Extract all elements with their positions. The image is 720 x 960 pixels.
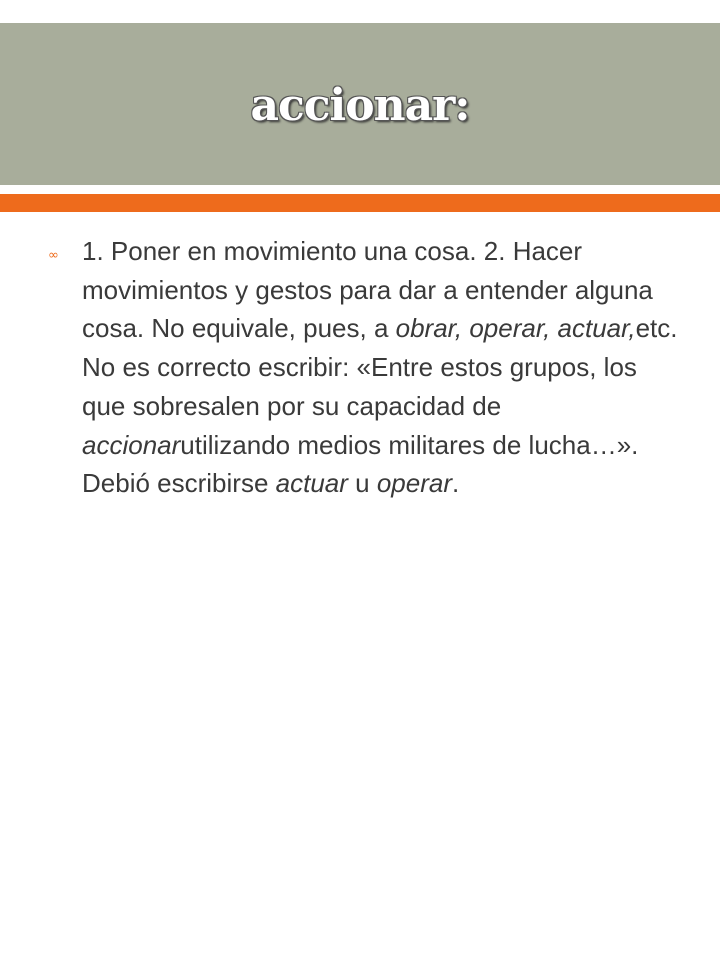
bullet-text [82,232,678,503]
body-text-part: etc. No es correcto escribir: «Entre estos grupos, los que sobresalen por su capacidad de [82,313,678,421]
body-italic-part: accionar [82,429,181,460]
body-text-part: u [347,468,377,499]
bullet-icon: ∞ [48,248,59,263]
accent-bar [0,194,720,212]
body-text-part: . [451,468,460,499]
body-italic-part: actuar [275,468,348,499]
body-italic-part: operar [376,468,452,499]
body-italic-part: obrar, operar, actuar, [395,313,636,344]
slide-title: accionar: [250,80,470,131]
body-text-part: utilizando medios militares de lucha…». Debió escribirse [82,429,639,499]
bullet-item [48,232,678,503]
body-text-part: 1. Poner en movimiento una cosa. 2. Hacer movimientos y gestos para dar a entender alguna cosa. No equivale, pues, a [82,236,653,344]
